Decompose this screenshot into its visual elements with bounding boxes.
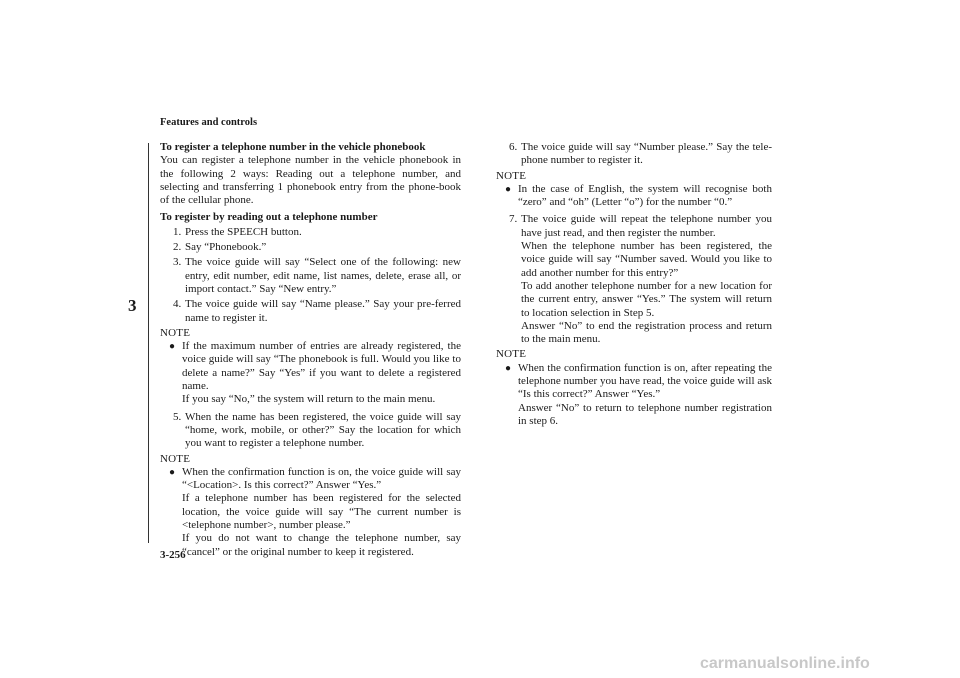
- subsection-heading: To register by reading out a telephone number: [160, 211, 378, 224]
- watermark-link[interactable]: carmanualsonline.info: [700, 655, 870, 672]
- step-number: 6.: [509, 141, 518, 153]
- section-heading: To register a telephone number in the vehicle phonebook: [160, 141, 426, 153]
- step-number: 3.: [173, 256, 182, 269]
- step-number: 5.: [173, 410, 182, 423]
- step-5: [173, 411, 461, 451]
- step-3: [173, 256, 461, 296]
- bullet-icon: ●: [505, 362, 512, 374]
- step-text: When the name has been registered, the voice guide will say “home, work, mobile, or other?” Say the location for which you want to register a telephone number.: [185, 410, 461, 450]
- note-text: In the case of English, the system will recognise both “zero” and “oh” (Letter “o”) for the number “0.”: [518, 182, 772, 209]
- note-block: [496, 170, 772, 210]
- bullet-icon: ●: [505, 183, 512, 195]
- left-column: [160, 141, 461, 563]
- note-label: NOTE: [496, 348, 527, 361]
- intro-paragraph: You can register a telephone number in the vehicle phonebook in the following 2 ways: Reading out a telephone number, and selecting and transferring 1 phonebook entry from the phone-book of the cellular phone.: [160, 154, 461, 207]
- step-text: Press the SPEECH button.: [185, 225, 302, 238]
- note-label: NOTE: [160, 452, 191, 465]
- note-text: When the confirmation function is on, after repeating the telephone number you have read, the voice guide will ask “Is this correct?” Answer “Yes.” Answer “No” to return to telephone number registration in step 6.: [518, 361, 772, 427]
- step-7: [509, 213, 772, 346]
- bullet-icon: ●: [169, 466, 176, 478]
- step-2: [173, 241, 461, 254]
- step-1: [173, 226, 461, 239]
- step-number: 4.: [173, 298, 182, 311]
- note-label: NOTE: [496, 169, 527, 182]
- step-text: The voice guide will say “Select one of the following: new entry, edit number, edit name, list names, delete, erase all, or import contact.” Say “New entry.”: [185, 256, 461, 295]
- bullet-icon: ●: [169, 341, 176, 353]
- step-text: The voice guide will repeat the telephone number you have just read, and then register the number. When the telephone number has been registered, the voice guide will say “Number saved. Would you like to add another number for this entry?” To add another telephone number for a new location for the current entry, answer “Yes.” The system will return to location selection in Step 5. Answer “No” to end the registration process and return to the main menu.: [521, 213, 772, 346]
- right-column: [496, 141, 772, 432]
- chapter-number: 3: [128, 296, 137, 315]
- step-number: 7.: [509, 213, 518, 226]
- step-6: [509, 141, 772, 168]
- note-text: If the maximum number of entries are already registered, the voice guide will say “The phonebook is full. Would you like to delete a name?” Say “Yes” if you want to delete a registered name. If you say “No,” the system will return to the main menu.: [182, 340, 461, 406]
- step-text: The voice guide will say “Number please.” Say the tele-phone number to register it.: [521, 141, 772, 167]
- note-block: [496, 348, 772, 428]
- step-4: [173, 298, 461, 325]
- step-number: 1.: [173, 225, 182, 238]
- note-label: NOTE: [160, 326, 191, 339]
- note-block: [160, 327, 461, 407]
- note-text: When the confirmation function is on, the voice guide will say “<Location>. Is this correct?” Answer “Yes.” If a telephone number has been registered for the selected location, the voice guide will say “The current number is <telephone number>, number please.” If you do not want to change the telephone number, say “cancel” or the original number to keep it registered.: [182, 465, 461, 558]
- page-number: 3-256: [160, 549, 186, 561]
- step-text: Say “Phonebook.”: [185, 241, 267, 254]
- step-number: 2.: [173, 241, 182, 254]
- note-block: [160, 453, 461, 559]
- section-header: Features and controls: [160, 117, 258, 128]
- step-text: The voice guide will say “Name please.” Say your pre-ferred name to register it.: [185, 298, 461, 324]
- chapter-tab: [126, 143, 149, 543]
